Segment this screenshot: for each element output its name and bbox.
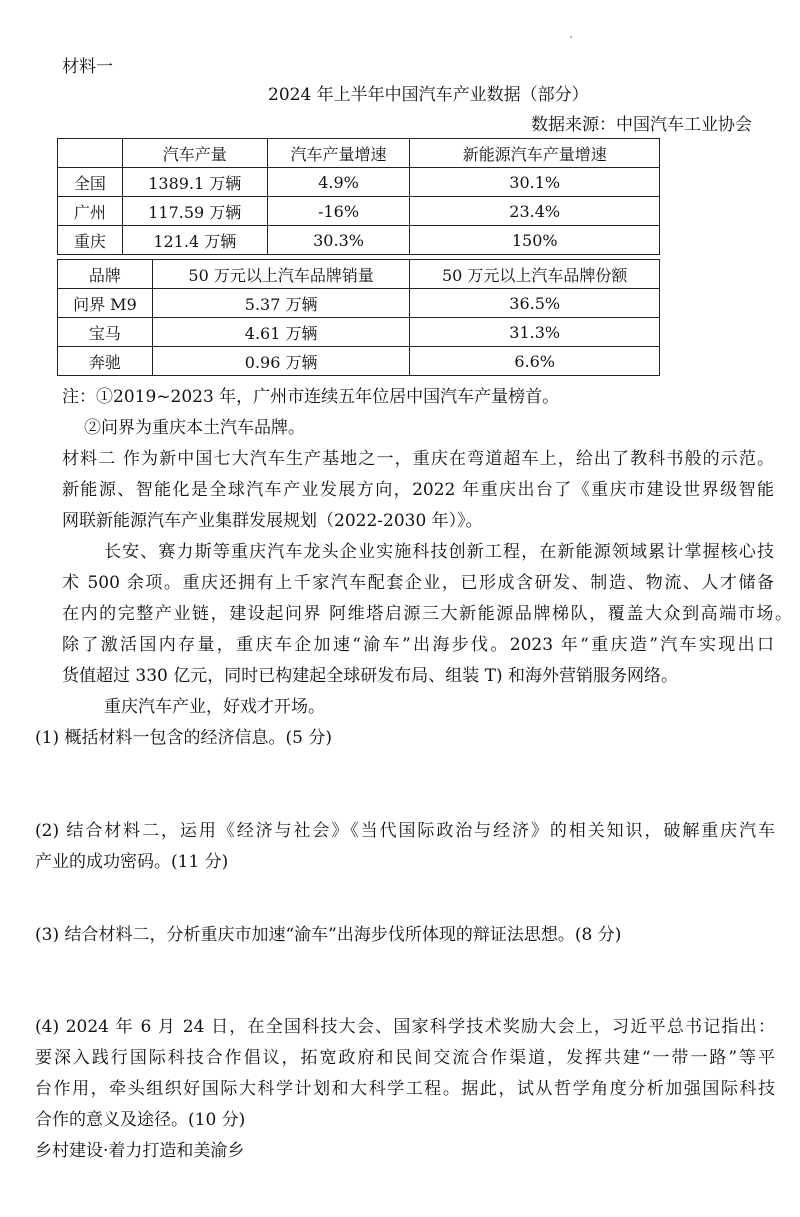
table-row — [58, 168, 660, 197]
table-cell: 广州 — [58, 197, 123, 226]
table-row — [58, 289, 660, 318]
table-cell: 150% — [410, 226, 660, 255]
footer-slogan: 乡村建设·着力打造和美渝乡 — [35, 1141, 245, 1161]
material2-line: 重庆汽车产业，好戏才开场。 — [104, 697, 325, 717]
material2-line: 材料二 作为新中国七大汽车生产基地之一，重庆在弯道超车上，给出了教科书般的示范。 — [62, 449, 774, 469]
table-cell: 重庆 — [58, 226, 123, 255]
table-cell: 全国 — [58, 168, 123, 197]
table-header-cell: 汽车产量增速 — [267, 139, 410, 168]
table-cell: 121.4 万辆 — [122, 226, 267, 255]
question-2-line: (2) 结合材料二，运用《经济与社会》《当代国际政治与经济》的相关知识，破解重庆汽车 — [35, 821, 775, 841]
table-cell: 117.59 万辆 — [122, 197, 267, 226]
table-header-cell: 品牌 — [58, 260, 153, 289]
material2-line: 术 500 余项。重庆还拥有上千家汽车配套企业，已形成含研发、制造、物流、人才储备 — [62, 573, 774, 593]
table-header-row — [58, 139, 660, 168]
material2-line: 货值超过 330 亿元，同时已构建起全球研发布局、组装 T) 和海外营销服务网络。 — [62, 666, 679, 686]
note-1: 注：①2019~2023 年，广州市连续五年位居中国汽车产量榜首。 — [62, 387, 560, 407]
table-header-row — [58, 260, 660, 289]
question-2-line: 产业的成功密码。(11 分) — [35, 852, 229, 872]
table-cell: 36.5% — [410, 289, 660, 318]
table-cell: 奔驰 — [58, 347, 153, 376]
table-cell: 问界 M9 — [58, 289, 153, 318]
table-title: 2024 年上半年中国汽车产业数据（部分） — [268, 85, 589, 105]
question-4-line: (4) 2024 年 6 月 24 日，在全国科技大会、国家科学技术奖励大会上，习近平总书记指出： — [35, 1017, 775, 1037]
material2-line: 除了激活国内存量，重庆车企加速“渝车”出海步伐。2023 年“重庆造”汽车实现出口 — [62, 635, 774, 655]
brand-table — [57, 259, 660, 376]
table-header-cell: 50 万元以上汽车品牌销量 — [152, 260, 410, 289]
table-row — [58, 197, 660, 226]
data-source: 数据来源：中国汽车工业协会 — [531, 115, 752, 135]
speck-mark — [570, 36, 572, 38]
material1-label: 材料一 — [62, 57, 113, 77]
table-cell: 1389.1 万辆 — [122, 168, 267, 197]
table-cell: 31.3% — [410, 318, 660, 347]
note-2: ②问界为重庆本土汽车品牌。 — [84, 418, 305, 438]
table-row — [58, 318, 660, 347]
question-1: (1) 概括材料一包含的经济信息。(5 分) — [35, 728, 332, 748]
production-table — [57, 138, 660, 255]
table-row — [58, 226, 660, 255]
material2-line: 新能源、智能化是全球汽车产业发展方向，2022 年重庆出台了《重庆市建设世界级智能 — [62, 480, 774, 500]
table-cell: 4.9% — [267, 168, 410, 197]
table-row — [58, 347, 660, 376]
table-cell: 6.6% — [410, 347, 660, 376]
question-3: (3) 结合材料二，分析重庆市加速“渝车”出海步伐所体现的辩证法思想。(8 分) — [35, 925, 622, 945]
table-header-cell: 汽车产量 — [122, 139, 267, 168]
table-cell: 30.1% — [410, 168, 660, 197]
table-cell: 30.3% — [267, 226, 410, 255]
question-4-line: 要深入践行国际科技合作倡议，拓宽政府和民间交流合作渠道，发挥共建“一带一路”等平 — [35, 1048, 775, 1068]
table-cell: 宝马 — [58, 318, 153, 347]
table-header-cell: 50 万元以上汽车品牌份额 — [410, 260, 660, 289]
material2-line: 长安、赛力斯等重庆汽车龙头企业实施科技创新工程，在新能源领域累计掌握核心技 — [104, 542, 774, 562]
table-cell: 23.4% — [410, 197, 660, 226]
table-header-cell: 新能源汽车产量增速 — [410, 139, 660, 168]
table-cell: 0.96 万辆 — [152, 347, 410, 376]
question-4-line: 台作用，牵头组织好国际大科学计划和大科学工程。据此，试从哲学角度分析加强国际科技 — [35, 1079, 775, 1099]
table-header-cell — [58, 139, 123, 168]
table-cell: 4.61 万辆 — [152, 318, 410, 347]
material2-line: 在内的完整产业链，建设起问界 阿维塔启源三大新能源品牌梯队，覆盖大众到高端市场。 — [62, 604, 792, 624]
table-cell: 5.37 万辆 — [152, 289, 410, 318]
material2-line: 网联新能源汽车产业集群发展规划（2022-2030 年）》。 — [62, 511, 483, 531]
question-4-line: 合作的意义及途径。(10 分) — [35, 1110, 246, 1130]
table-cell: -16% — [267, 197, 410, 226]
